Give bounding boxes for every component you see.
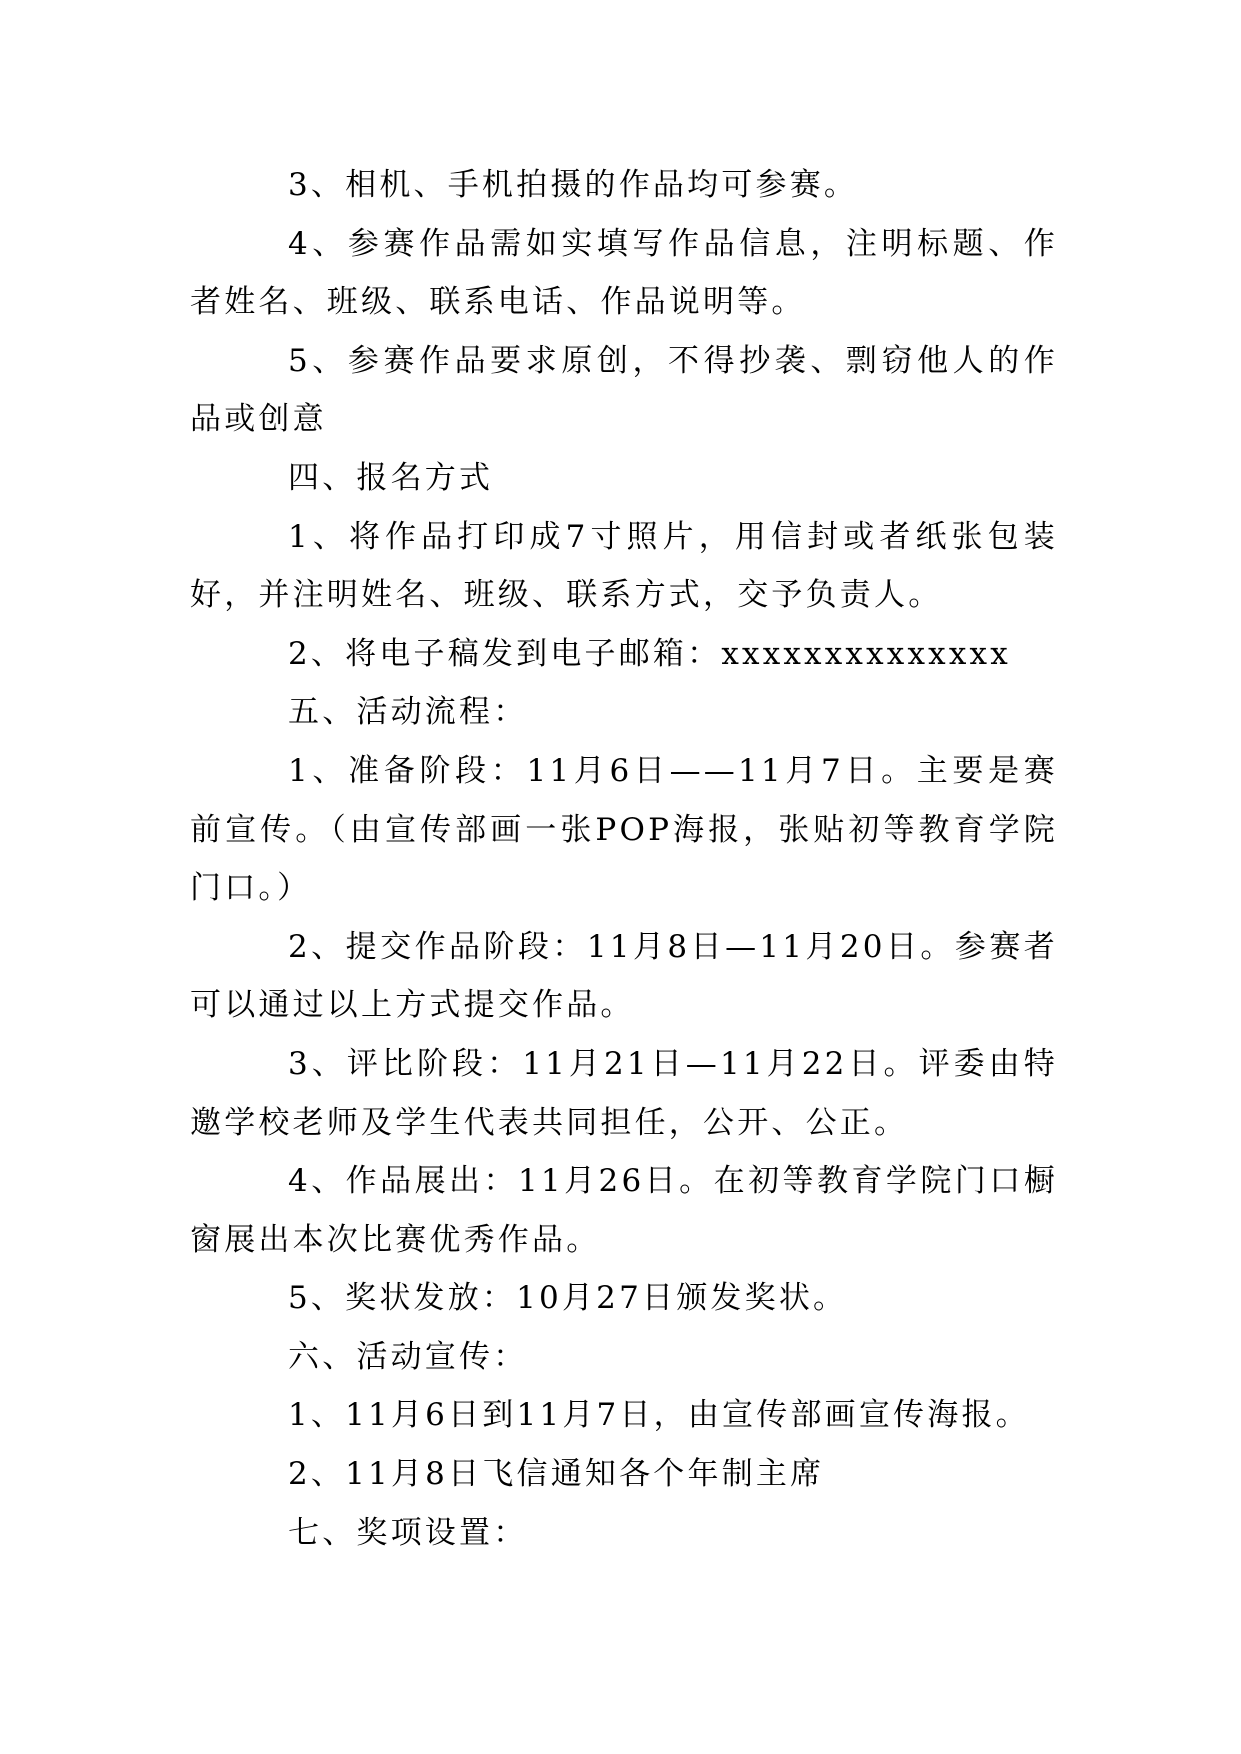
paragraph: 3、评比阶段：11月21日—11月22日。评委由特邀学校老师及学生代表共同担任，公开、公正。 — [190, 1045, 1058, 1141]
paragraph: 3、相机、手机拍摄的作品均可参赛。 — [288, 167, 859, 203]
paragraph: 1、11月6日到11月7日，由宣传部画宣传海报。 — [288, 1397, 1030, 1434]
paragraph: 4、参赛作品需如实填写作品信息，注明标题、作者姓名、班级、联系电话、作品说明等。 — [190, 225, 1058, 321]
document-body — [190, 156, 1058, 1562]
section-heading: 七、奖项设置： — [288, 1514, 528, 1551]
paragraph: 1、准备阶段：11月6日——11月7日。主要是赛前宣传。（由宣传部画一张POP海报，张贴初等教育学院门口。） — [190, 752, 1058, 907]
paragraph: 1、将作品打印成7寸照片，用信封或者纸张包装好，并注明姓名、班级、联系方式，交予负责人。 — [190, 518, 1058, 614]
paragraph: 2、11月8日飞信通知各个年制主席 — [288, 1456, 825, 1493]
section-heading: 四、报名方式 — [288, 459, 494, 496]
paragraph: 5、奖状发放：10月27日颁发奖状。 — [288, 1280, 848, 1317]
paragraph: 2、将电子稿发到电子邮箱：xxxxxxxxxxxxxx — [288, 635, 1011, 672]
paragraph: 2、提交作品阶段：11月8日—11月20日。参赛者可以通过以上方式提交作品。 — [190, 928, 1058, 1024]
paragraph: 5、参赛作品要求原创，不得抄袭、剽窃他人的作品或创意 — [190, 342, 1058, 438]
paragraph: 4、作品展出：11月26日。在初等教育学院门口橱窗展出本次比赛优秀作品。 — [190, 1163, 1058, 1258]
section-heading: 五、活动流程： — [288, 694, 528, 731]
section-heading: 六、活动宣传： — [288, 1338, 528, 1375]
